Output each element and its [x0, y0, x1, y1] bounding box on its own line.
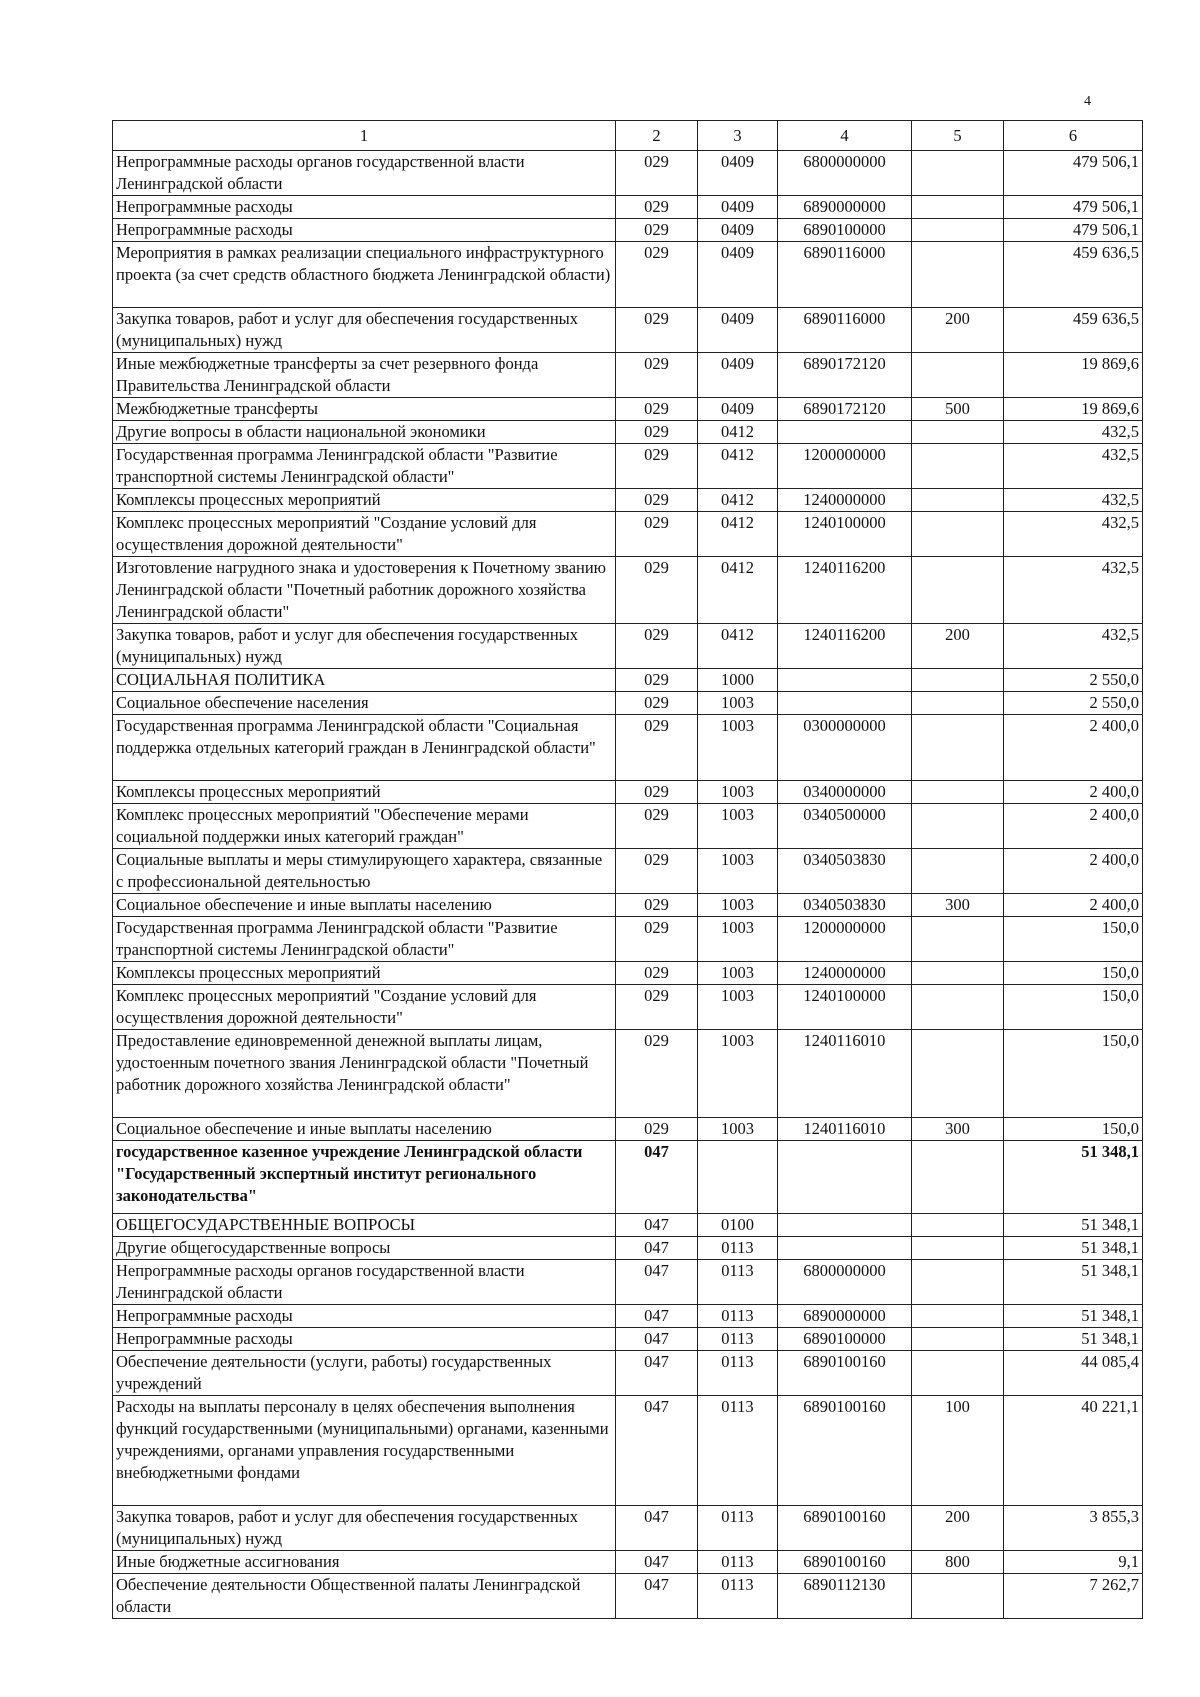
table-row	[113, 1506, 1143, 1551]
cell-amount: 432,5	[1004, 557, 1143, 624]
cell-chapter: 047	[616, 1506, 698, 1551]
cell-chapter: 029	[616, 512, 698, 557]
cell-chapter: 029	[616, 557, 698, 624]
cell-name: Закупка товаров, работ и услуг для обеспечения государственных (муниципальных) нужд	[113, 1506, 616, 1551]
table-row	[113, 1551, 1143, 1574]
cell-chapter: 029	[616, 421, 698, 444]
cell-amount: 19 869,6	[1004, 353, 1143, 398]
cell-amount: 150,0	[1004, 985, 1143, 1030]
cell-target-article: 6890100160	[778, 1551, 912, 1574]
cell-section: 0409	[698, 242, 778, 308]
cell-target-article: 6890100000	[778, 1328, 912, 1351]
cell-name: ОБЩЕГОСУДАРСТВЕННЫЕ ВОПРОСЫ	[113, 1214, 616, 1237]
cell-name: Государственная программа Ленинградской области "Развитие транспортной системы Ленинградской области"	[113, 917, 616, 962]
cell-amount: 432,5	[1004, 624, 1143, 669]
cell-name: Предоставление единовременной денежной выплаты лицам, удостоенным почетного звания Ленинградской области "Почетный работник дорожного хозяйства Ленинградской области"	[113, 1030, 616, 1118]
table-row	[113, 1141, 1143, 1214]
cell-expense-type	[912, 353, 1004, 398]
cell-name: Обеспечение деятельности Общественной палаты Ленинградской области	[113, 1574, 616, 1619]
cell-expense-type	[912, 1237, 1004, 1260]
cell-section: 0409	[698, 151, 778, 196]
cell-name: Непрограммные расходы	[113, 219, 616, 242]
cell-chapter: 047	[616, 1551, 698, 1574]
cell-expense-type	[912, 1030, 1004, 1118]
cell-amount: 150,0	[1004, 962, 1143, 985]
header-cell-5: 5	[912, 121, 1004, 151]
cell-amount: 51 348,1	[1004, 1260, 1143, 1305]
cell-section: 0409	[698, 398, 778, 421]
cell-expense-type	[912, 242, 1004, 308]
cell-chapter: 029	[616, 398, 698, 421]
cell-name: СОЦИАЛЬНАЯ ПОЛИТИКА	[113, 669, 616, 692]
table-row	[113, 308, 1143, 353]
cell-target-article	[778, 421, 912, 444]
cell-chapter: 029	[616, 444, 698, 489]
table-row	[113, 1574, 1143, 1619]
cell-amount: 51 348,1	[1004, 1141, 1143, 1214]
cell-expense-type: 300	[912, 894, 1004, 917]
cell-name: Непрограммные расходы органов государственной власти Ленинградской области	[113, 151, 616, 196]
cell-chapter: 029	[616, 669, 698, 692]
cell-target-article: 6890116000	[778, 242, 912, 308]
table-row	[113, 781, 1143, 804]
cell-expense-type: 200	[912, 1506, 1004, 1551]
cell-chapter: 047	[616, 1141, 698, 1214]
cell-section: 1003	[698, 781, 778, 804]
cell-amount: 459 636,5	[1004, 242, 1143, 308]
cell-expense-type: 500	[912, 398, 1004, 421]
cell-expense-type	[912, 715, 1004, 781]
cell-section: 1003	[698, 962, 778, 985]
cell-chapter: 029	[616, 849, 698, 894]
cell-expense-type	[912, 1574, 1004, 1619]
table-row	[113, 1030, 1143, 1118]
table-row	[113, 242, 1143, 308]
cell-chapter: 029	[616, 1030, 698, 1118]
cell-amount: 150,0	[1004, 917, 1143, 962]
table-row	[113, 849, 1143, 894]
cell-expense-type	[912, 1260, 1004, 1305]
cell-chapter: 029	[616, 196, 698, 219]
cell-name: Комплекс процессных мероприятий "Создание условий для осуществления дорожной деятельности"	[113, 985, 616, 1030]
cell-name: Иные межбюджетные трансферты за счет резервного фонда Правительства Ленинградской области	[113, 353, 616, 398]
cell-section: 0113	[698, 1351, 778, 1396]
table-row	[113, 489, 1143, 512]
cell-name: Иные бюджетные ассигнования	[113, 1551, 616, 1574]
cell-section: 0409	[698, 353, 778, 398]
cell-amount: 432,5	[1004, 489, 1143, 512]
cell-expense-type	[912, 962, 1004, 985]
cell-chapter: 029	[616, 781, 698, 804]
cell-chapter: 047	[616, 1574, 698, 1619]
table-row	[113, 917, 1143, 962]
cell-amount: 2 550,0	[1004, 669, 1143, 692]
cell-name: Мероприятия в рамках реализации специального инфраструктурного проекта (за счет средств областного бюджета Ленинградской области)	[113, 242, 616, 308]
cell-section: 0412	[698, 512, 778, 557]
cell-name: Комплекс процессных мероприятий "Обеспечение мерами социальной поддержки иных категорий граждан"	[113, 804, 616, 849]
table-row	[113, 692, 1143, 715]
cell-name: Закупка товаров, работ и услуг для обеспечения государственных (муниципальных) нужд	[113, 308, 616, 353]
cell-target-article	[778, 669, 912, 692]
cell-amount: 479 506,1	[1004, 219, 1143, 242]
cell-section: 1003	[698, 985, 778, 1030]
cell-section: 0412	[698, 489, 778, 512]
cell-expense-type	[912, 804, 1004, 849]
cell-chapter: 029	[616, 917, 698, 962]
cell-amount: 432,5	[1004, 444, 1143, 489]
cell-name: Комплексы процессных мероприятий	[113, 962, 616, 985]
cell-chapter: 029	[616, 624, 698, 669]
cell-name: Обеспечение деятельности (услуги, работы) государственных учреждений	[113, 1351, 616, 1396]
cell-expense-type	[912, 512, 1004, 557]
table-row	[113, 398, 1143, 421]
cell-target-article: 1240000000	[778, 489, 912, 512]
table-row	[113, 985, 1143, 1030]
cell-target-article: 0340503830	[778, 849, 912, 894]
cell-section: 1003	[698, 1118, 778, 1141]
cell-chapter: 047	[616, 1328, 698, 1351]
cell-section: 0412	[698, 444, 778, 489]
table-row	[113, 1214, 1143, 1237]
cell-name: Социальное обеспечение населения	[113, 692, 616, 715]
cell-name: Государственная программа Ленинградской области "Социальная поддержка отдельных категорий граждан в Ленинградской области"	[113, 715, 616, 781]
cell-target-article	[778, 692, 912, 715]
cell-expense-type	[912, 557, 1004, 624]
cell-section: 0113	[698, 1328, 778, 1351]
cell-section: 0100	[698, 1214, 778, 1237]
cell-target-article: 1200000000	[778, 917, 912, 962]
cell-name: Комплексы процессных мероприятий	[113, 489, 616, 512]
table-row	[113, 1260, 1143, 1305]
cell-name: Комплексы процессных мероприятий	[113, 781, 616, 804]
cell-expense-type	[912, 1328, 1004, 1351]
cell-target-article: 6890100160	[778, 1506, 912, 1551]
cell-amount: 459 636,5	[1004, 308, 1143, 353]
cell-target-article: 6890112130	[778, 1574, 912, 1619]
cell-name: Другие вопросы в области национальной экономики	[113, 421, 616, 444]
table-row	[113, 1118, 1143, 1141]
cell-target-article	[778, 1237, 912, 1260]
table-body	[113, 151, 1143, 1619]
cell-expense-type	[912, 1141, 1004, 1214]
cell-target-article: 0340500000	[778, 804, 912, 849]
cell-section: 1003	[698, 849, 778, 894]
cell-amount: 19 869,6	[1004, 398, 1143, 421]
cell-expense-type: 100	[912, 1396, 1004, 1506]
table-row	[113, 421, 1143, 444]
cell-section: 1003	[698, 1030, 778, 1118]
cell-expense-type: 800	[912, 1551, 1004, 1574]
cell-name: Изготовление нагрудного знака и удостоверения к Почетному званию Ленинградской области "Почетный работник дорожного хозяйства Ленинградской области"	[113, 557, 616, 624]
header-row	[113, 121, 1143, 151]
cell-section: 0113	[698, 1551, 778, 1574]
cell-expense-type	[912, 1351, 1004, 1396]
cell-section: 0113	[698, 1574, 778, 1619]
table-row	[113, 219, 1143, 242]
cell-name: Комплекс процессных мероприятий "Создание условий для осуществления дорожной деятельности"	[113, 512, 616, 557]
cell-expense-type	[912, 196, 1004, 219]
cell-expense-type	[912, 781, 1004, 804]
cell-amount: 44 085,4	[1004, 1351, 1143, 1396]
cell-section: 1003	[698, 692, 778, 715]
cell-amount: 2 400,0	[1004, 894, 1143, 917]
cell-target-article	[778, 1141, 912, 1214]
cell-target-article: 1240116200	[778, 624, 912, 669]
cell-amount: 432,5	[1004, 512, 1143, 557]
cell-section: 0412	[698, 421, 778, 444]
cell-target-article: 6890100000	[778, 219, 912, 242]
cell-target-article: 1240116010	[778, 1118, 912, 1141]
cell-chapter: 029	[616, 692, 698, 715]
cell-section: 0412	[698, 624, 778, 669]
cell-expense-type	[912, 1214, 1004, 1237]
cell-section: 0113	[698, 1506, 778, 1551]
cell-target-article: 6890172120	[778, 398, 912, 421]
table-row	[113, 353, 1143, 398]
cell-chapter: 029	[616, 894, 698, 917]
cell-target-article: 6890000000	[778, 196, 912, 219]
cell-amount: 40 221,1	[1004, 1396, 1143, 1506]
cell-target-article: 1240000000	[778, 962, 912, 985]
cell-name: Социальное обеспечение и иные выплаты населению	[113, 894, 616, 917]
cell-expense-type	[912, 489, 1004, 512]
cell-chapter: 029	[616, 219, 698, 242]
cell-name: Государственная программа Ленинградской области "Развитие транспортной системы Ленинградской области"	[113, 444, 616, 489]
budget-table	[112, 120, 1143, 1619]
cell-amount: 150,0	[1004, 1118, 1143, 1141]
table-row	[113, 196, 1143, 219]
cell-expense-type	[912, 985, 1004, 1030]
cell-amount: 150,0	[1004, 1030, 1143, 1118]
cell-amount: 479 506,1	[1004, 151, 1143, 196]
cell-name: Социальное обеспечение и иные выплаты населению	[113, 1118, 616, 1141]
cell-amount: 51 348,1	[1004, 1328, 1143, 1351]
cell-section: 0113	[698, 1260, 778, 1305]
cell-chapter: 047	[616, 1260, 698, 1305]
table-row	[113, 444, 1143, 489]
table-row	[113, 151, 1143, 196]
header-cell-3: 3	[698, 121, 778, 151]
table-row	[113, 624, 1143, 669]
cell-section: 0113	[698, 1237, 778, 1260]
page-number: 4	[1084, 94, 1091, 109]
cell-target-article: 6800000000	[778, 1260, 912, 1305]
cell-section: 1003	[698, 917, 778, 962]
cell-chapter: 047	[616, 1305, 698, 1328]
cell-expense-type	[912, 917, 1004, 962]
cell-amount: 479 506,1	[1004, 196, 1143, 219]
cell-amount: 432,5	[1004, 421, 1143, 444]
cell-target-article: 1240100000	[778, 985, 912, 1030]
cell-section: 1003	[698, 715, 778, 781]
cell-chapter: 029	[616, 242, 698, 308]
cell-expense-type	[912, 669, 1004, 692]
cell-target-article: 1240116200	[778, 557, 912, 624]
cell-name: государственное казенное учреждение Ленинградской области "Государственный экспертный институт регионального законодательства"	[113, 1141, 616, 1214]
cell-expense-type	[912, 849, 1004, 894]
cell-amount: 2 400,0	[1004, 781, 1143, 804]
cell-section: 0409	[698, 196, 778, 219]
cell-target-article: 6890172120	[778, 353, 912, 398]
cell-amount: 7 262,7	[1004, 1574, 1143, 1619]
table-row	[113, 1396, 1143, 1506]
cell-expense-type	[912, 1305, 1004, 1328]
table-row	[113, 1305, 1143, 1328]
cell-amount: 2 400,0	[1004, 849, 1143, 894]
cell-chapter: 029	[616, 151, 698, 196]
cell-amount: 2 400,0	[1004, 804, 1143, 849]
cell-expense-type	[912, 219, 1004, 242]
cell-amount: 51 348,1	[1004, 1305, 1143, 1328]
cell-chapter: 029	[616, 1118, 698, 1141]
cell-name: Другие общегосударственные вопросы	[113, 1237, 616, 1260]
table-row	[113, 804, 1143, 849]
cell-chapter: 047	[616, 1396, 698, 1506]
cell-amount: 2 400,0	[1004, 715, 1143, 781]
table-row	[113, 1237, 1143, 1260]
cell-chapter: 029	[616, 962, 698, 985]
header-cell-1: 1	[113, 121, 616, 151]
cell-section: 0412	[698, 557, 778, 624]
cell-expense-type: 200	[912, 624, 1004, 669]
table-row	[113, 669, 1143, 692]
cell-target-article: 6890000000	[778, 1305, 912, 1328]
cell-expense-type	[912, 151, 1004, 196]
cell-target-article: 0300000000	[778, 715, 912, 781]
cell-amount: 51 348,1	[1004, 1214, 1143, 1237]
cell-amount: 3 855,3	[1004, 1506, 1143, 1551]
cell-name: Межбюджетные трансферты	[113, 398, 616, 421]
cell-chapter: 029	[616, 804, 698, 849]
cell-chapter: 047	[616, 1214, 698, 1237]
cell-name: Расходы на выплаты персоналу в целях обеспечения выполнения функций государственными (муниципальными) органами, казенными учреждениями, органами управления государственными внебюджетными фондами	[113, 1396, 616, 1506]
cell-target-article: 1240116010	[778, 1030, 912, 1118]
table-row	[113, 962, 1143, 985]
header-cell-4: 4	[778, 121, 912, 151]
cell-expense-type: 200	[912, 308, 1004, 353]
table-row	[113, 1351, 1143, 1396]
cell-expense-type	[912, 421, 1004, 444]
table-row	[113, 512, 1143, 557]
cell-chapter: 029	[616, 353, 698, 398]
cell-chapter: 029	[616, 985, 698, 1030]
cell-target-article: 1240100000	[778, 512, 912, 557]
table-row	[113, 1328, 1143, 1351]
cell-chapter: 029	[616, 308, 698, 353]
table-row	[113, 894, 1143, 917]
cell-chapter: 047	[616, 1237, 698, 1260]
cell-section: 0113	[698, 1396, 778, 1506]
cell-chapter: 047	[616, 1351, 698, 1396]
cell-target-article: 6890100160	[778, 1396, 912, 1506]
cell-name: Социальные выплаты и меры стимулирующего характера, связанные с профессиональной деятельностью	[113, 849, 616, 894]
cell-section: 1000	[698, 669, 778, 692]
cell-section	[698, 1141, 778, 1214]
cell-target-article: 6890116000	[778, 308, 912, 353]
header-cell-2: 2	[616, 121, 698, 151]
cell-name: Непрограммные расходы органов государственной власти Ленинградской области	[113, 1260, 616, 1305]
cell-target-article: 0340503830	[778, 894, 912, 917]
cell-expense-type: 300	[912, 1118, 1004, 1141]
cell-name: Непрограммные расходы	[113, 196, 616, 219]
cell-expense-type	[912, 692, 1004, 715]
cell-target-article	[778, 1214, 912, 1237]
cell-target-article: 1200000000	[778, 444, 912, 489]
cell-chapter: 029	[616, 489, 698, 512]
header-cell-6: 6	[1004, 121, 1143, 151]
cell-section: 0409	[698, 308, 778, 353]
cell-name: Закупка товаров, работ и услуг для обеспечения государственных (муниципальных) нужд	[113, 624, 616, 669]
cell-target-article: 6890100160	[778, 1351, 912, 1396]
cell-target-article: 0340000000	[778, 781, 912, 804]
cell-expense-type	[912, 444, 1004, 489]
cell-section: 0409	[698, 219, 778, 242]
cell-amount: 51 348,1	[1004, 1237, 1143, 1260]
cell-section: 1003	[698, 804, 778, 849]
cell-amount: 2 550,0	[1004, 692, 1143, 715]
table-row	[113, 557, 1143, 624]
cell-name: Непрограммные расходы	[113, 1328, 616, 1351]
cell-section: 0113	[698, 1305, 778, 1328]
table-row	[113, 715, 1143, 781]
cell-section: 1003	[698, 894, 778, 917]
cell-chapter: 029	[616, 715, 698, 781]
cell-amount: 9,1	[1004, 1551, 1143, 1574]
cell-target-article: 6800000000	[778, 151, 912, 196]
cell-name: Непрограммные расходы	[113, 1305, 616, 1328]
